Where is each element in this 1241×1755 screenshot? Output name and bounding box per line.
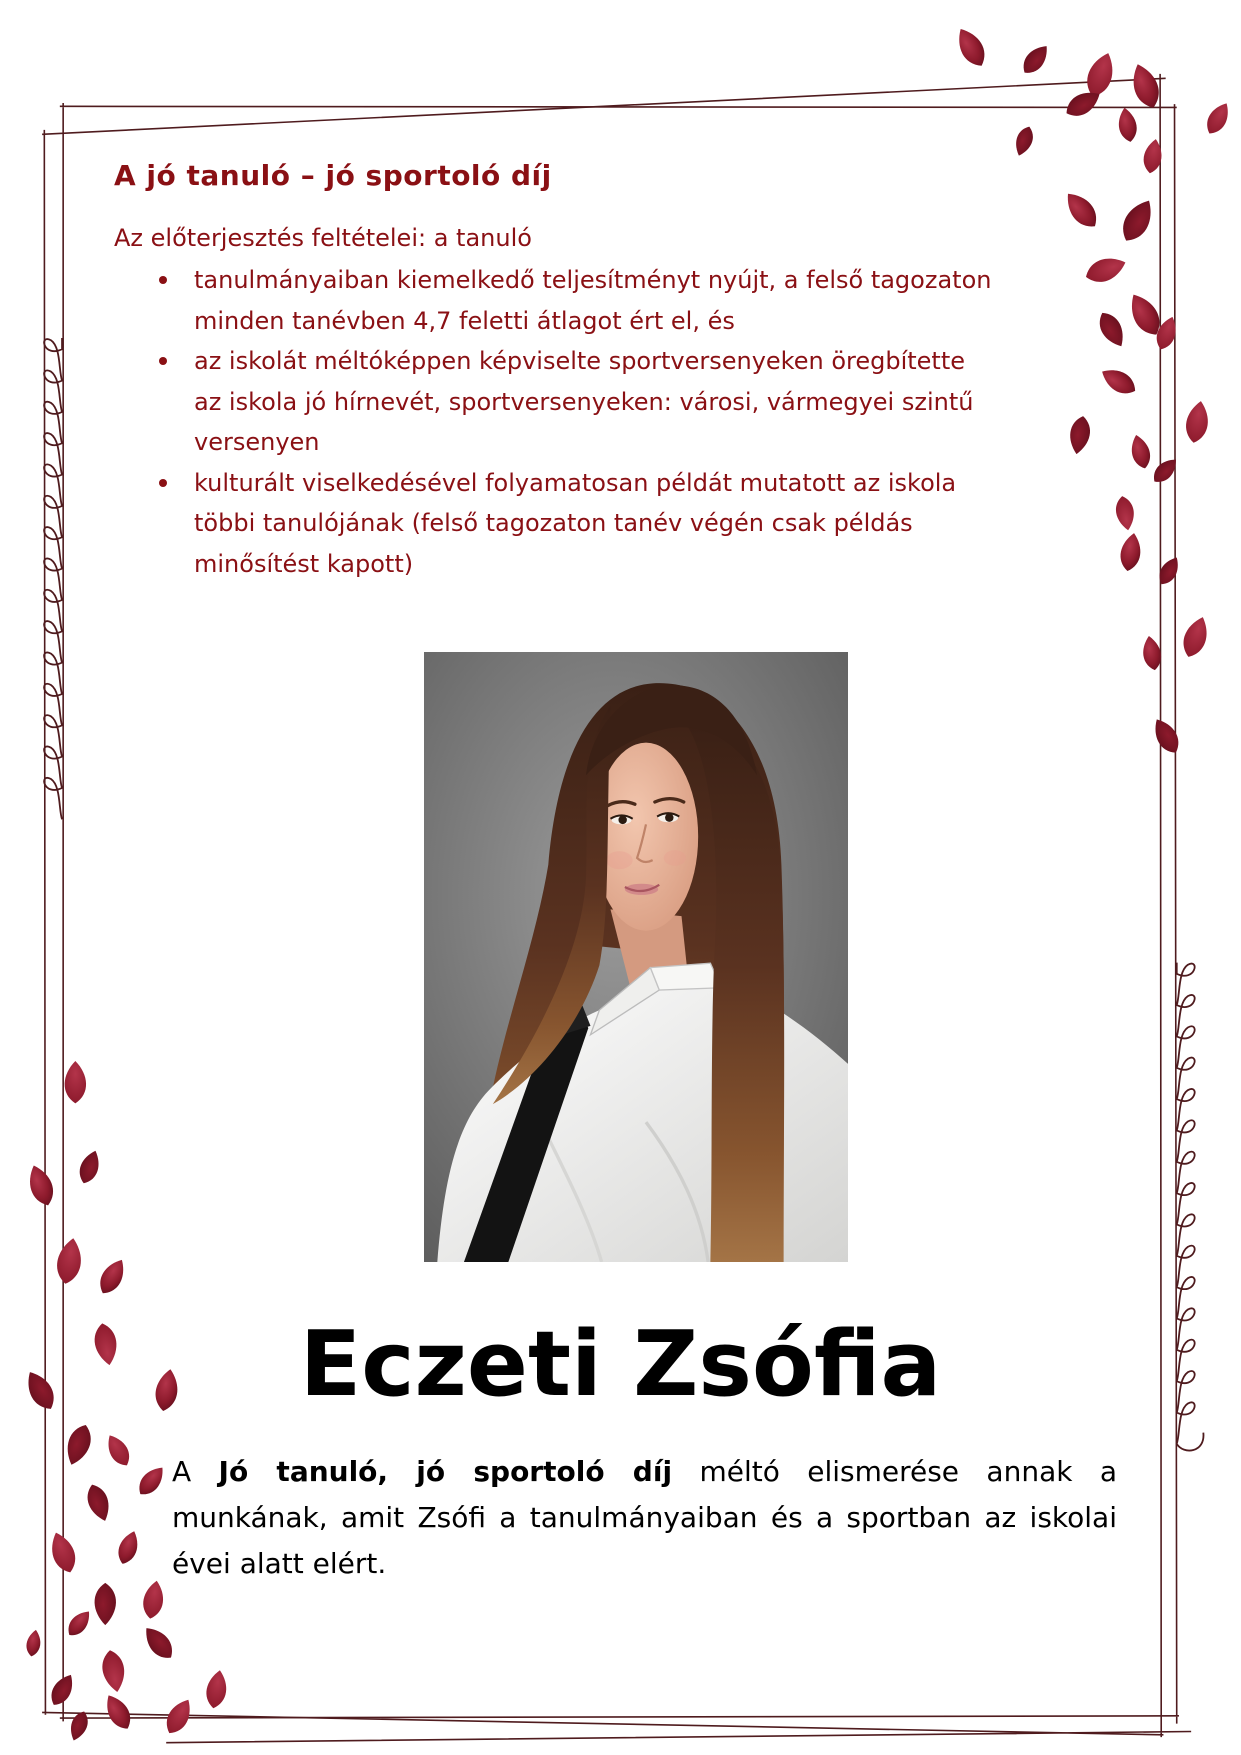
petal-decoration [1060,187,1103,233]
iris [665,813,673,822]
petal-decoration [54,1236,85,1286]
petal-decoration [1178,613,1212,660]
petal-decoration [99,1648,127,1693]
petal-decoration [95,1583,116,1625]
tribute-line: munkának, amit Zsófi a tanulmányaiban és a sportban az iskolai [172,1501,1117,1534]
petal-decoration [1118,531,1144,572]
criteria-line: tanulmányaiban kiemelkedő teljesítményt nyújt, a felső tagozaton [194,266,992,294]
tribute-lead: A [172,1455,192,1488]
petal-decoration [1148,714,1184,757]
award-title: A jó tanuló – jó sportoló díj [114,159,552,192]
petal-decoration [141,1579,167,1620]
petal-decoration [1149,454,1182,487]
petal-decoration [1183,399,1211,444]
petal-decoration [25,1629,43,1658]
petal-decoration [134,1462,169,1500]
criteria-list [156,260,991,584]
award-name-bold: Jó tanuló, jó sportoló díj [218,1455,673,1488]
petal-decoration [63,1606,95,1640]
petal-decoration [1155,554,1184,589]
criteria-line: minősítést kapott) [194,549,414,578]
petal-decoration [46,1670,78,1709]
petal-decoration [102,1431,134,1470]
criteria-line: az iskolát méltóképpen képviselte sportversenyeken öregbítette [194,347,966,375]
criteria-line: versenyen [194,428,320,456]
student-name: Eczeti Zsófia [299,1312,942,1417]
petal-decoration [1094,308,1130,351]
petal-decoration [1018,40,1053,78]
criteria-item [156,341,991,463]
squiggle-ornament [44,338,62,819]
criteria-intro: Az előterjesztés feltételei: a tanuló [114,224,532,252]
petal-decoration [1012,124,1037,158]
criteria-line: az iskola jó hírnevét, sportversenyeken: városi, vármegyei szintű [194,387,974,416]
petal-decoration [1097,363,1140,399]
iris [618,816,626,825]
criteria-line: kulturált viselkedésével folyamatosan példát mutatott az iskola [194,468,957,497]
criteria-item [156,260,991,341]
petal-decoration [24,1162,58,1209]
petal-decoration [139,1622,178,1664]
petal-decoration [1116,106,1139,143]
petal-decoration [94,1255,130,1298]
tribute-text: méltó elismerése annak a [699,1455,1117,1488]
petal-decoration [65,1061,86,1103]
tribute-line [172,1449,1117,1495]
criteria-line: minden tanévben 4,7 feletti átlagot ért el, és [194,306,735,335]
petal-decoration [1114,495,1137,532]
portrait-photo [424,652,848,1262]
cheek [664,850,686,866]
petal-decoration [100,1690,136,1733]
petal-decoration [1116,195,1159,247]
petal-decoration [204,1669,230,1710]
bullet-icon [159,479,167,487]
criteria-line: többi tanulójának (felső tagozaton tanév végén csak példás [194,509,913,537]
bullet-icon [159,276,167,284]
petal-decoration [161,1695,197,1738]
petal-decoration [1128,433,1154,471]
petal-decoration [61,1421,95,1468]
petal-decoration [83,1481,114,1524]
criteria-item [156,463,991,585]
petal-decoration [1082,252,1129,287]
bullet-icon [159,357,167,365]
portrait-image [424,652,848,1262]
face [594,743,698,931]
shirt-collar [650,963,721,990]
petal-decoration [114,1528,142,1567]
cheek [606,851,633,869]
petal-decoration [1067,414,1093,455]
tribute-paragraph [172,1449,1117,1587]
petal-decoration [1127,60,1165,111]
tribute-line: évei alatt elért. [172,1547,387,1580]
petal-decoration [76,1148,104,1187]
petal-decoration [951,24,991,71]
petal-decoration [1202,99,1234,138]
